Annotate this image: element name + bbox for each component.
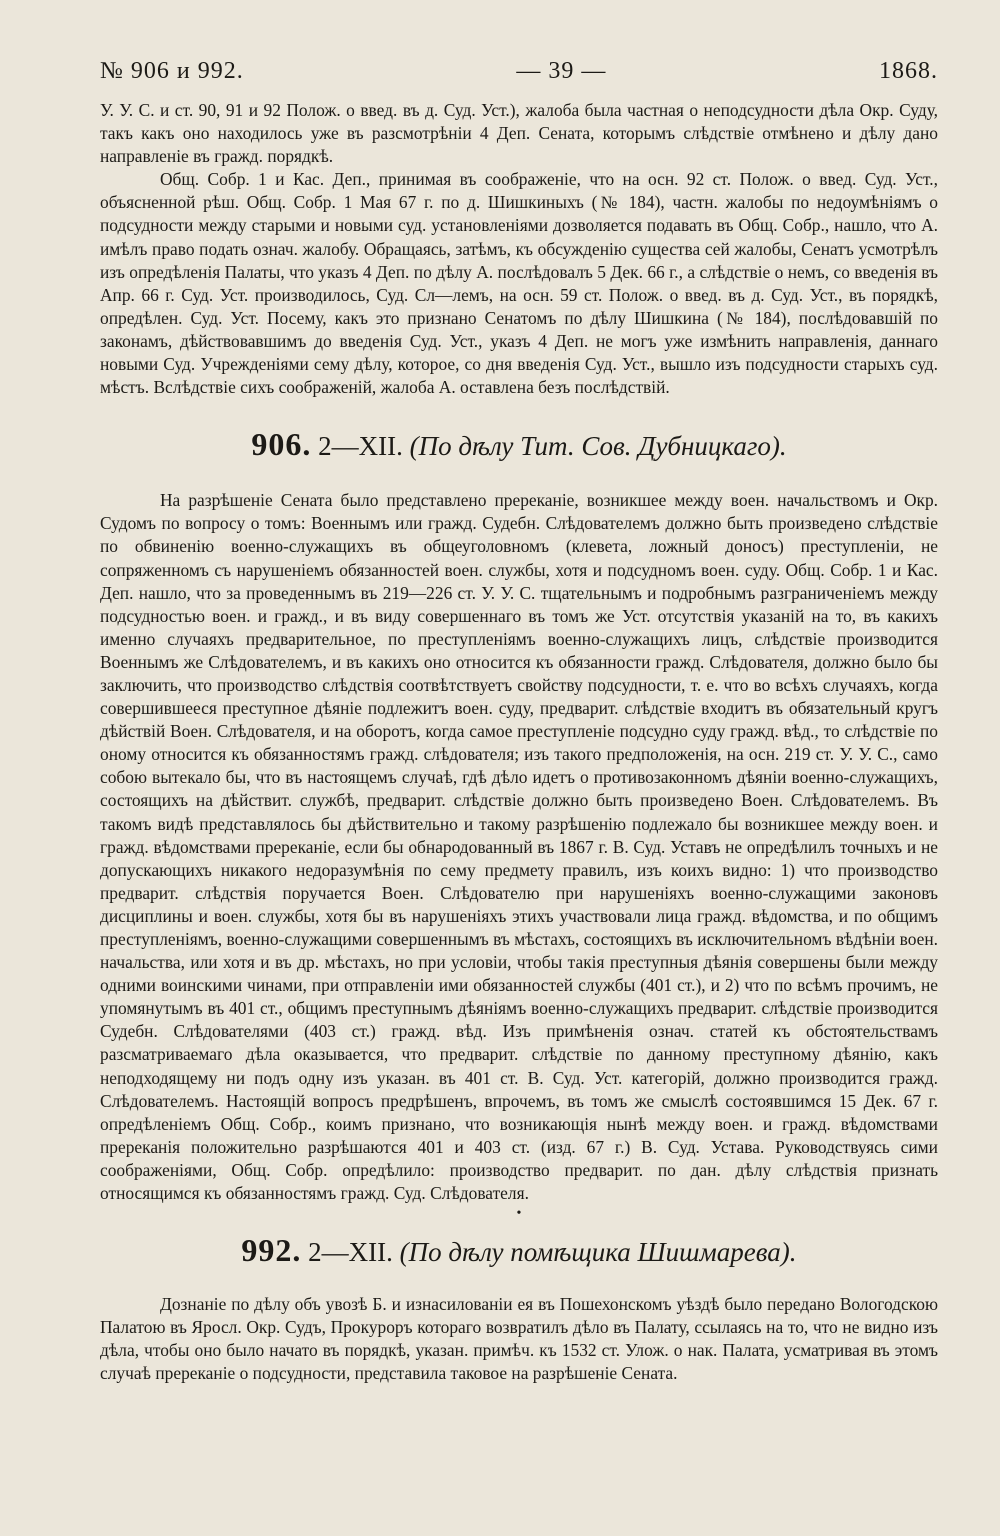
section-906-number: 906. xyxy=(251,426,312,463)
section-906-text: На разрѣшеніе Сената было представлено пререканіе, возникшее между воен. начальствомъ и Окр. Судомъ по вопросу о томъ: Военнымъ или гражд. Судебн. Слѣдователемъ должно быть произведено слѣдствіе по обвиненію военно-служащихъ въ общеуголовномъ (клевета, ложный доносъ) преступленіи, не сопряженномъ съ нарушеніемъ обязанностей воен. службы, хотя и подсудномъ воен. суду. Общ. Собр. 1 и Кас. Деп. нашло, что за проведеннымъ въ 219—226 ст. У. У. С. тщательнымъ и подробнымъ разграниченіемъ между подсудностью воен. и гражд., и въ виду совершеннаго въ томъ же Уст. отсутствія указаній на то, въ какихъ именно случаяхъ предварительное, по преступленіямъ военно-служащихъ лицъ, слѣдствіе производится Военнымъ же Слѣдователемъ, и въ какихъ оно относится къ обязанности гражд. Слѣдователя, должно было бы заключить, что производство слѣдствія соотвѣтствуетъ свойству подсудности, т. е. что во всѣхъ случаяхъ, когда совершившееся преступное дѣяніе подлежитъ воен. суду, предварит. слѣдствіе входитъ въ обязательный кругъ дѣйствій Воен. Слѣдователя, и на оборотъ, когда самое преступленіе подсудно суду гражд. вѣд., то слѣдствіе по оному относится къ обязанностямъ гражд. слѣдователя; изъ такого предположенія, на осн. 219 ст. У. У. С., само собою вытекало бы, что въ настоящемъ случаѣ, гдѣ дѣло идетъ о противозаконномъ дѣяніи военно-служащихъ, состоящихъ на дѣйствит. службѣ, предварит. слѣдствіе должно быть произведено Воен. Слѣдователемъ. Въ такомъ видѣ представлялось бы дѣйствительно и такому разрѣшенію подлежало бы возникшее между воен. и гражд. вѣдомствами пререканіе, если бы обнародованный въ 1867 г. В. Суд. Уставъ не опредѣлилъ точныхъ и не допускающихъ никакого недоразумѣнія по сему предмету правилъ, изъ коихъ видно: 1) что производство предварит. слѣдствія поручается Воен. Слѣдователю при нарушеніяхъ военно-служащими законовъ дисциплины и воен. службы, хотя бы въ нарушеніяхъ этихъ участвовали лица гражд. вѣдомства, и по общимъ преступленіямъ, военно-служащими совершеннымъ въ мѣстахъ, состоящихъ въ исключительномъ вѣдѣніи воен. начальства, или хотя и въ др. мѣстахъ, но при условіи, чтобы такія преступныя дѣянія совершены были между одними воинскими чинами, при отправленіи ими обязанностей службы (401 ст.), и 2) что по всѣмъ прочимъ, не упомянутымъ въ 401 ст., общимъ преступнымъ дѣяніямъ военно-служащихъ предварит. слѣдствіе производится Судебн. Слѣдователями (403 ст.) гражд. вѣд. Изъ примѣненія означ. статей къ обстоятельствамъ разсматриваемаго дѣла оказывается, что предварит. слѣдствіе по данному преступному дѣянію, какъ неподходящему ни подъ одну изъ указан. въ 401 ст. В. Суд. Уст. категорій, должно производится гражд. Слѣдователемъ. Настоящій вопросъ предрѣшенъ, впрочемъ, въ томъ же смыслѣ состоявшимся 15 Дек. 67 г. опредѣленіемъ Общ. Собр., коимъ признано, что возникающія нынѣ между воен. и гражд. вѣдомствами пререканія положительно разрѣшаются 401 и 403 ст. (изд. 67 г.) В. Суд. Устава. Руководствуясь сими соображеніями, Общ. Собр. опредѣлило: производство предварит. по дан. дѣлу слѣдствія признать относящимся къ обязанностямъ гражд. Суд. Слѣдователя. xyxy=(100,490,938,1204)
page-header xyxy=(100,58,938,85)
page-number: — 39 — xyxy=(516,58,607,84)
section-906-heading xyxy=(100,427,938,463)
year: 1868. xyxy=(879,58,938,84)
section-992-date: 2—XII. xyxy=(308,1237,393,1268)
section-992-heading xyxy=(100,1233,938,1269)
intro-paragraph-1: У. У. С. и ст. 90, 91 и 92 Полож. о введ. въ д. Суд. Уст.), жалоба была частная о неподсудности дѣла Окр. Суду, такъ какъ оно находилось уже въ разсмотрѣніи 4 Деп. Сената, которымъ слѣдствіе отмѣнено и дѣлу дано направленіе въ гражд. порядкѣ. xyxy=(100,100,938,167)
section-992-text: Дознаніе по дѣлу объ увозѣ Б. и изнасилованіи ея въ Пошехонскомъ уѣздѣ было передано Вологодскою Палатою въ Яросл. Окр. Судъ, Прокуроръ котораго возвратилъ дѣло въ Палату, ссылаясь на то, что не видно изъ дѣла, чтобы оно было начато въ порядкѣ, указан. примѣч. къ 1532 ст. Улож. о нак. Палата, усматривая въ этомъ случаѣ пререканіе о подсудности, представила таковое на разрѣшеніе Сената. xyxy=(100,1294,938,1384)
separator-dot: • xyxy=(516,1206,522,1222)
section-992-title: (По дѣлу помѣщика Шишмарева). xyxy=(399,1237,797,1268)
intro-paragraph-2: Общ. Собр. 1 и Кас. Деп., принимая въ соображеніе, что на осн. 92 ст. Полож. о введ. Суд. Уст., объясненной рѣш. Общ. Собр. 1 Мая 67 г. по д. Шишкиныхъ (№ 184), частн. жалобы по недоумѣніямъ о подсудности между старыми и новыми суд. установленіями дозволяется подавать въ Общ. Собр., нашло, что А. имѣлъ право подать означ. жалобу. Обращаясь, затѣмъ, къ обсужденію существа сей жалобы, Сенатъ усмотрѣлъ изъ опредѣленія Палаты, что указъ 4 Деп. по дѣлу А. послѣдовалъ 5 Дек. 66 г., а слѣдствіе о немъ, со введенія въ Апр. 66 г. Суд. Уст. производилось, Суд. Сл—лемъ, на осн. 59 ст. Полож. о введ. въ д. Суд. Уст., въ порядкѣ, опредѣлен. Суд. Уст. Посему, какъ это признано Сенатомъ по дѣлу Шишкина (№ 184), послѣдовавшій по законамъ, дѣйствовавшимъ до введенія Суд. Уст., указъ 4 Деп. не могъ уже измѣнить направленія, даннаго новыми Суд. Учрежденіями сему дѣлу, которое, со дня введенія Суд. Уст., вышло изъ подсудности старыхъ суд. мѣстъ. Вслѣдствіе сихъ соображеній, жалоба А. оставлена безъ послѣдствій. xyxy=(100,169,938,398)
section-906-title: (По дѣлу Тит. Сов. Дубницкаго). xyxy=(409,431,787,462)
section-906-date: 2—XII. xyxy=(318,431,403,462)
case-numbers: № 906 и 992. xyxy=(100,58,244,84)
section-992-number: 992. xyxy=(241,1232,302,1269)
